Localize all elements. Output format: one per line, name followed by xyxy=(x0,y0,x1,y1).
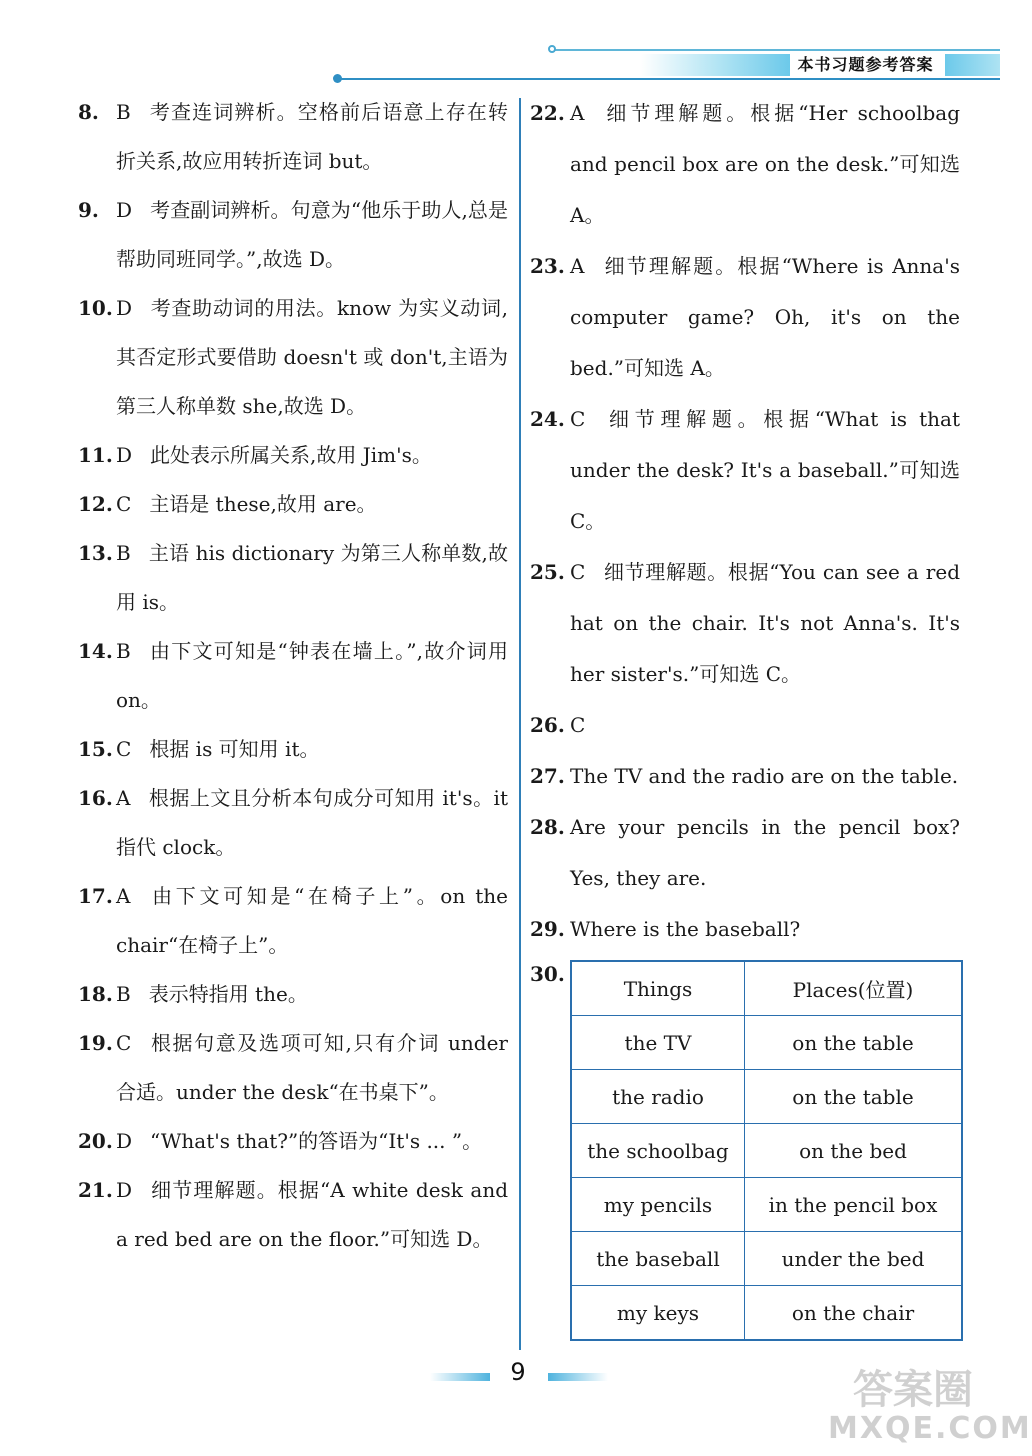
item-answer: C xyxy=(116,737,132,761)
answer-item xyxy=(530,88,960,241)
answer-item xyxy=(78,284,508,431)
table-cell: in the pencil box xyxy=(745,1178,963,1232)
answer-item xyxy=(78,872,508,970)
item-explanation: 根据 is 可知用 it。 xyxy=(149,737,320,761)
item-answer: C xyxy=(570,713,586,737)
table-header-cell: Things xyxy=(571,961,745,1016)
item-number: 16. xyxy=(78,786,113,810)
item-explanation: Where is the baseball? xyxy=(570,917,801,941)
item-answer: C xyxy=(116,492,132,516)
header-title: 本书习题参考答案 xyxy=(797,55,934,74)
item-explanation: 表示特指用 the。 xyxy=(148,982,308,1006)
item-explanation: 细节理解题。根据“You can see a red hat on the chair. It's not Anna's. It's her sister's.”可知选 C。 xyxy=(570,560,960,686)
table-header-cell: Places(位置) xyxy=(745,961,963,1016)
left-column xyxy=(78,88,508,1264)
page-number: 9 xyxy=(510,1358,526,1386)
watermark xyxy=(828,1367,1032,1450)
item-explanation: 细节理解题。根据“Her schoolbag and pencil box are on the desk.”可知选 A。 xyxy=(570,101,960,227)
table-cell: my keys xyxy=(571,1286,745,1341)
item-explanation: 主语是 these,故用 are。 xyxy=(149,492,377,516)
header-band xyxy=(640,54,790,76)
item-answer: D xyxy=(116,198,133,222)
table-row xyxy=(571,1232,962,1286)
table-cell: the schoolbag xyxy=(571,1124,745,1178)
table-row xyxy=(571,1178,962,1232)
item-number: 19. xyxy=(78,1031,113,1055)
item-number: 23. xyxy=(530,254,565,278)
answer-item xyxy=(530,547,960,700)
item-explanation: 考查助动词的用法。know 为实义动词,其否定形式要借助 doesn't 或 don't,主语为第三人称单数 she,故选 D。 xyxy=(116,296,508,418)
footer-ornament-right xyxy=(548,1373,608,1381)
item-answer: A xyxy=(570,101,585,125)
table-cell: on the table xyxy=(745,1070,963,1124)
item-answer: C xyxy=(570,407,586,431)
table-row xyxy=(571,1124,962,1178)
item-number: 14. xyxy=(78,639,113,663)
item-number: 18. xyxy=(78,982,113,1006)
item-answer: D xyxy=(116,443,133,467)
table-cell: the radio xyxy=(571,1070,745,1124)
answer-item xyxy=(530,802,960,904)
item-number: 9. xyxy=(78,198,99,222)
answer-item xyxy=(78,529,508,627)
answer-item xyxy=(78,431,508,480)
item-explanation: 由下文可知是“钟表在墙上。”,故介词用 on。 xyxy=(116,639,508,712)
answer-item xyxy=(530,700,960,751)
item-answer: B xyxy=(116,100,131,124)
table-row xyxy=(571,1016,962,1070)
item-explanation: 此处表示所属关系,故用 Jim's。 xyxy=(150,443,432,467)
answer-table xyxy=(570,960,963,1341)
header-band-end xyxy=(945,54,1000,76)
answer-item xyxy=(78,970,508,1019)
header-rule xyxy=(555,49,1000,51)
item-explanation: “What's that?”的答语为“It's ... ”。 xyxy=(150,1129,483,1153)
table-header-row xyxy=(571,961,962,1016)
header-dot-lower xyxy=(333,74,342,83)
item-number: 15. xyxy=(78,737,113,761)
table-row xyxy=(571,1286,962,1341)
table-cell: my pencils xyxy=(571,1178,745,1232)
right-column xyxy=(530,88,960,955)
item-number: 25. xyxy=(530,560,565,584)
column-divider xyxy=(519,98,521,1350)
item-answer: B xyxy=(116,541,131,565)
item-explanation: 考查连词辨析。空格前后语意上存在转折关系,故应用转折连词 but。 xyxy=(116,100,508,173)
item-explanation: 考查副词辨析。句意为“他乐于助人,总是帮助同班同学。”,故选 D。 xyxy=(116,198,508,271)
item-answer: D xyxy=(116,296,133,320)
answer-item xyxy=(530,394,960,547)
item-explanation: 细节理解题。根据“What is that under the desk? It's a baseball.”可知选 C。 xyxy=(570,407,960,533)
item-number: 17. xyxy=(78,884,113,908)
item-explanation: 细节理解题。根据“Where is Anna's computer game? Oh, it's on the bed.”可知选 A。 xyxy=(570,254,960,380)
item-number: 28. xyxy=(530,815,565,839)
item-number: 21. xyxy=(78,1178,113,1202)
item-answer: B xyxy=(116,639,131,663)
item-answer: D xyxy=(116,1129,133,1153)
item-answer: C xyxy=(570,560,586,584)
item-number: 13. xyxy=(78,541,113,565)
table-row xyxy=(571,1070,962,1124)
item-number: 29. xyxy=(530,917,565,941)
item-number: 12. xyxy=(78,492,113,516)
table-cell: on the chair xyxy=(745,1286,963,1341)
item-explanation: 主语 his dictionary 为第三人称单数,故用 is。 xyxy=(116,541,508,614)
answer-item xyxy=(78,88,508,186)
item-answer: C xyxy=(116,1031,132,1055)
item-answer: D xyxy=(116,1178,133,1202)
item-answer: B xyxy=(116,982,131,1006)
answer-item xyxy=(530,241,960,394)
question-30-number: 30. xyxy=(530,962,565,986)
item-number: 27. xyxy=(530,764,565,788)
answer-item xyxy=(78,1019,508,1117)
item-number: 24. xyxy=(530,407,565,431)
item-number: 8. xyxy=(78,100,99,124)
table-cell: the TV xyxy=(571,1016,745,1070)
item-number: 11. xyxy=(78,443,113,467)
answer-item xyxy=(78,186,508,284)
item-explanation: 由下文可知是“在椅子上”。on the chair“在椅子上”。 xyxy=(116,884,508,957)
watermark-line2: MXQE.COM xyxy=(828,1411,1032,1446)
table-cell: on the table xyxy=(745,1016,963,1070)
answer-item xyxy=(78,774,508,872)
table-cell: under the bed xyxy=(745,1232,963,1286)
item-explanation: Are your pencils in the pencil box? Yes, they are. xyxy=(570,815,960,890)
answer-item xyxy=(530,751,960,802)
table-cell: on the bed xyxy=(745,1124,963,1178)
answer-item xyxy=(78,627,508,725)
answer-item xyxy=(530,904,960,955)
item-explanation: 细节理解题。根据“A white desk and a red bed are on the floor.”可知选 D。 xyxy=(116,1178,508,1251)
answer-item xyxy=(78,1117,508,1166)
item-explanation: The TV and the radio are on the table. xyxy=(570,764,959,788)
answer-item xyxy=(78,1166,508,1264)
answer-item xyxy=(78,480,508,529)
footer-ornament-left xyxy=(430,1373,490,1381)
item-number: 10. xyxy=(78,296,113,320)
item-explanation: 根据上文且分析本句成分可知用 it's。it 指代 clock。 xyxy=(116,786,508,859)
item-answer: A xyxy=(116,884,131,908)
item-number: 22. xyxy=(530,101,565,125)
header-dot xyxy=(548,45,556,53)
watermark-line1: 答案圈 xyxy=(853,1367,973,1413)
item-number: 20. xyxy=(78,1129,113,1153)
header-rule-lower xyxy=(340,78,1000,80)
item-explanation: 根据句意及选项可知,只有介词 under 合适。under the desk“在书桌下”。 xyxy=(116,1031,508,1104)
table-cell: the baseball xyxy=(571,1232,745,1286)
item-answer: A xyxy=(570,254,585,278)
item-answer: A xyxy=(116,786,131,810)
item-number: 26. xyxy=(530,713,565,737)
answer-item xyxy=(78,725,508,774)
